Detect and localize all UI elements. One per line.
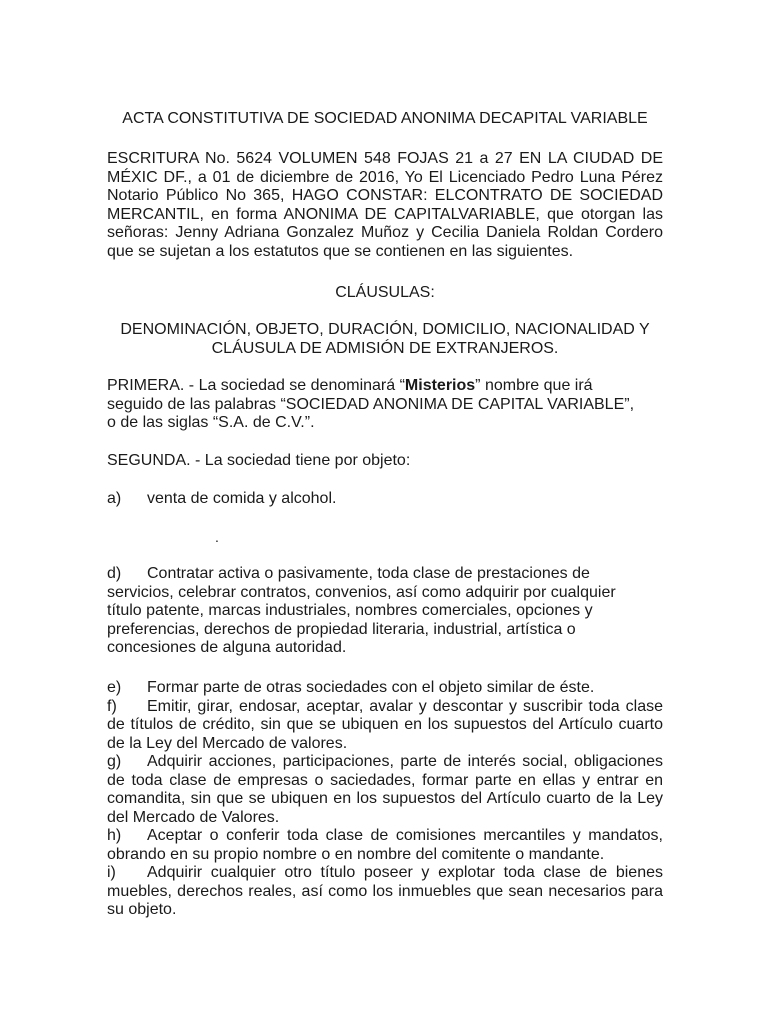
object-item-d <box>107 565 627 658</box>
section-heading-line-2: CLÁUSULA DE ADMISIÓN DE EXTRANJEROS. <box>211 339 559 357</box>
object-items-e-i <box>107 679 663 920</box>
document-title: ACTA CONSTITUTIVA DE SOCIEDAD ANONIMA DECAPITAL VARIABLE <box>122 110 648 127</box>
company-name: Misterios <box>404 377 476 394</box>
clausulas-heading: CLÁUSULAS: <box>335 284 435 301</box>
item-e-text: Formar parte de otras sociedades con el objeto similar de éste. <box>147 679 595 696</box>
section-heading-line-1: DENOMINACIÓN, OBJETO, DURACIÓN, DOMICILIO, NACIONALIDAD Y <box>120 321 650 338</box>
object-item-f <box>107 698 663 754</box>
item-a-label: a) <box>107 490 122 507</box>
item-a-text: venta de comida y alcohol. <box>147 490 337 507</box>
clause-primera <box>107 377 647 433</box>
item-e-label: e) <box>107 679 122 696</box>
clause-segunda: SEGUNDA. - La sociedad tiene por objeto: <box>107 452 411 469</box>
item-g-label: g) <box>107 753 122 770</box>
primera-text-before: PRIMERA. - La sociedad se denominará “ <box>107 377 405 394</box>
primera-text-after: ” nombre que irá seguido de las palabras “SOCIEDAD ANONIMA DE CAPITAL VARIABLE”, o de las siglas “S.A. de C.V.”. <box>107 377 635 431</box>
object-item-e <box>107 679 663 698</box>
item-i-label: i) <box>107 864 116 881</box>
item-f-text: Emitir, girar, endosar, aceptar, avalar y descontar y suscribir toda clase de títulos de crédito, sin que se ubiquen en los supuestos del Artículo cuarto de la Ley del Mercado de valores. <box>107 697 663 752</box>
item-d-text: Contratar activa o pasivamente, toda clase de prestaciones de servicios, celebrar contratos, convenios, así como adquirir por cualquier título patente, marcas industriales, nombres comerciales, opciones y preferencias, derechos de propiedad literaria, industrial, artística o concesiones de alguna autoridad. <box>107 565 616 656</box>
item-i-text: Adquirir cualquier otro título poseer y explotar toda clase de bienes muebles, derechos reales, así como los inmuebles que sean necesarios para su objeto. <box>107 864 663 918</box>
item-f-label: f) <box>107 697 117 715</box>
item-g-text: Adquirir acciones, participaciones, parte de interés social, obligaciones de toda clase de empresas o saciedades, formar parte en ellas y entrar en comandita, sin que se ubiquen en los supuestos del Artículo cuarto de la Ley del Mercado de Valores. <box>107 753 663 826</box>
stray-dot: . <box>215 529 219 545</box>
item-h-label: h) <box>107 827 122 844</box>
object-item-i <box>107 864 663 920</box>
intro-paragraph: ESCRITURA No. 5624 VOLUMEN 548 FOJAS 21 a 27 EN LA CIUDAD DE MÉXIC DF., a 01 de diciembre de 2016, Yo El Licenciado Pedro Luna Pérez Notario Público No 365, HAGO CONSTAR: ELCONTRATO DE SOCIEDAD MERCANTIL, en forma ANONIMA DE CAPITALVARIABLE, que otorgan las señoras: Jenny Adriana Gonzalez Muñoz y Cecilia Daniela Roldan Cordero que se sujetan a los estatutos que se contienen en las siguientes. <box>107 150 663 260</box>
item-d-label: d) <box>107 565 122 582</box>
object-item-h <box>107 827 663 864</box>
object-item-a <box>107 490 663 509</box>
object-item-g <box>107 753 663 827</box>
item-h-text: Aceptar o conferir toda clase de comisiones mercantiles y mandatos, obrando en su propio nombre o en nombre del comitente o mandante. <box>107 827 663 863</box>
section-heading <box>100 321 670 358</box>
